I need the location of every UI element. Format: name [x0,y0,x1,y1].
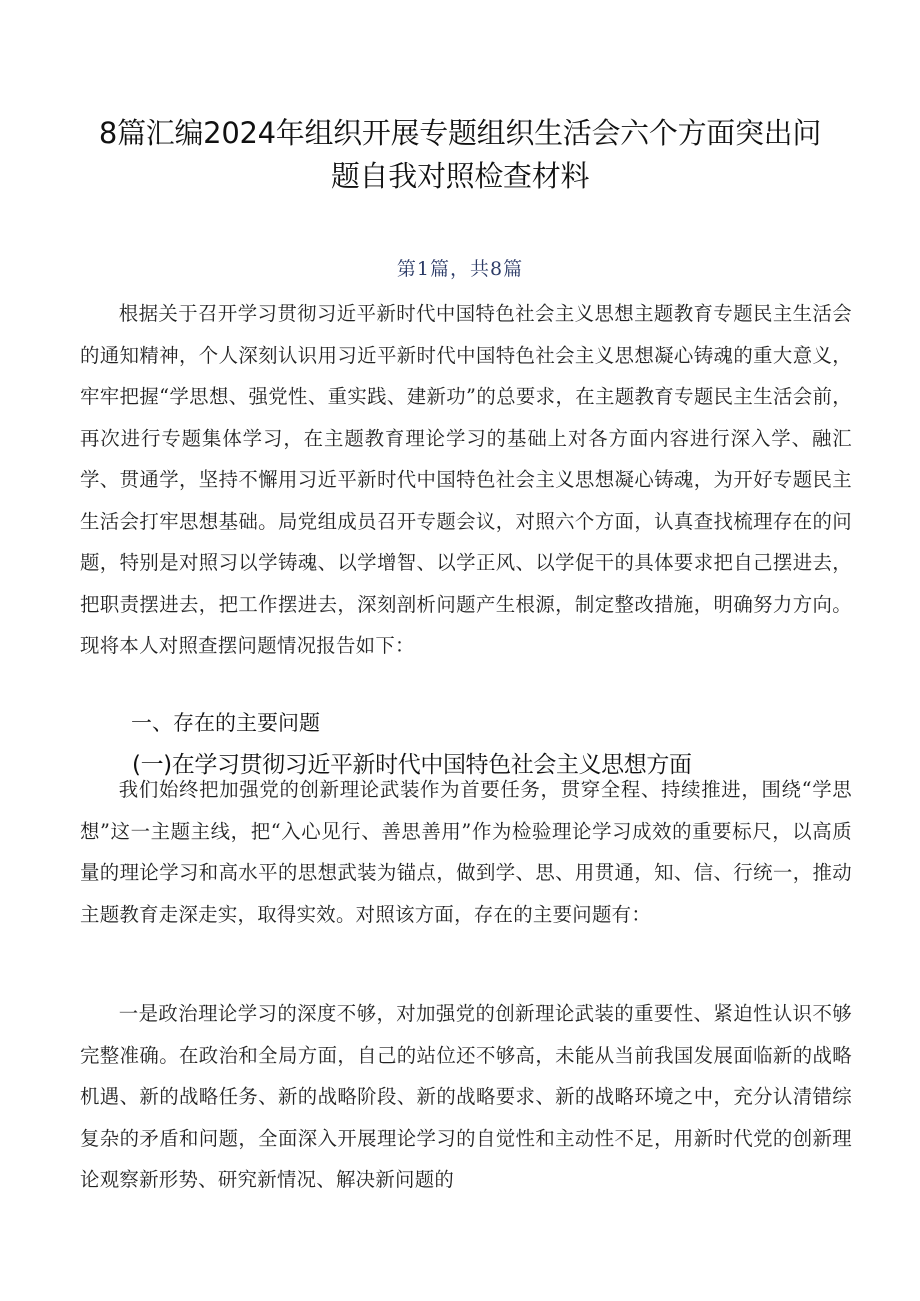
problem-item-paragraph: 一是政治理论学习的深度不够，对加强党的创新理论武装的重要性、紧迫性认识不够完整准确。在政治和全局方面，自己的站位还不够高，未能从当前我国发展面临新的战略机遇、新的战略任务、新的战略阶段、新的战略要求、新的战略环境之中，充分认清错综复杂的矛盾和问题，全面深入开展理论学习的自觉性和主动性不足，用新时代党的创新理论观察新形势、研究新情况、解决新问题的 [80,1002,852,1191]
document-title-line-2: 题自我对照检查材料 [330,159,590,193]
section-heading: 一、存在的主要问题 [131,711,320,735]
document-title [60,112,860,198]
document-title-line-1: 8篇汇编2024年组织开展专题组织生活会六个方面突出问 [98,116,822,150]
subsection-intro-paragraph: 我们始终把加强党的创新理论武装作为首要任务，贯穿全程、持续推进，围绕“学思想”这一主题主线，把“入心见行、善思善用”作为检验理论学习成效的重要标尺，以高质量的理论学习和高水平的思想武装为锚点，做到学、思、用贯通，知、信、行统一，推动主题教育走深走实，取得实效。对照该方面，存在的主要问题有： [80,778,852,926]
subsection-heading: (一)在学习贯彻习近平新时代中国特色社会主义思想方面 [132,752,692,778]
part-label: 第1篇，共8篇 [396,258,524,280]
intro-paragraph: 根据关于召开学习贯彻习近平新时代中国特色社会主义思想主题教育专题民主生活会的通知精神，个人深刻认识用习近平新时代中国特色社会主义思想凝心铸魂的重大意义，牢牢把握“学思想、强党性、重实践、建新功”的总要求，在主题教育专题民主生活会前，再次进行专题集体学习，在主题教育理论学习的基础上对各方面内容进行深入学、融汇学、贯通学，坚持不懈用习近平新时代中国特色社会主义思想凝心铸魂，为开好专题民主生活会打牢思想基础。局党组成员召开专题会议，对照六个方面，认真查找梳理存在的问题，特别是对照习以学铸魂、以学增智、以学正风、以学促干的具体要求把自己摆进去，把职责摆进去，把工作摆进去，深刻剖析问题产生根源，制定整改措施，明确努力方向。现将本人对照查摆问题情况报告如下： [80,302,852,657]
